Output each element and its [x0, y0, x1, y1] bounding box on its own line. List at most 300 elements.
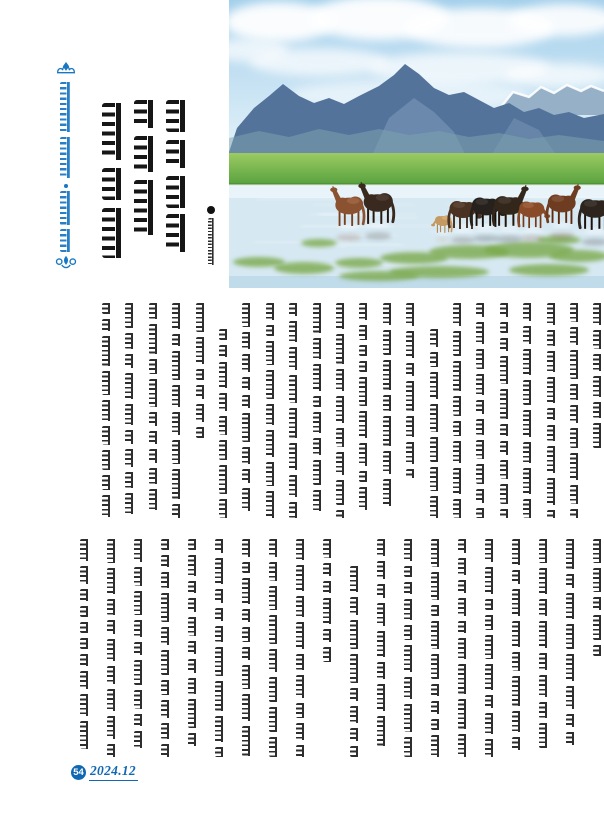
body-text-word	[359, 487, 370, 510]
author-name	[208, 218, 215, 265]
grass-tuft	[301, 239, 337, 247]
body-text-word	[172, 440, 183, 464]
body-text-word	[453, 421, 464, 436]
kicker-top-ornament-icon	[56, 61, 76, 76]
water-splash	[476, 226, 497, 230]
body-text-word	[430, 372, 441, 399]
body-text-word	[215, 626, 226, 642]
body-text-word	[539, 723, 550, 748]
body-text-word	[539, 599, 550, 616]
body-text-word	[80, 566, 91, 584]
body-text-word	[431, 684, 442, 696]
body-text-word	[404, 539, 415, 561]
body-text-word	[566, 624, 577, 649]
body-text-word	[453, 396, 464, 416]
body-text-word	[242, 726, 253, 756]
body-text-word	[383, 416, 394, 446]
body-text-word	[80, 622, 91, 633]
body-text-word	[453, 361, 464, 391]
water-splash	[498, 226, 520, 230]
body-text-word	[188, 733, 199, 746]
body-text-word	[161, 627, 172, 645]
body-text-word	[485, 664, 496, 690]
body-text-word	[219, 345, 230, 357]
body-text-word	[404, 582, 415, 594]
body-text-word	[523, 442, 534, 463]
body-text-word	[125, 493, 136, 514]
body-text-word	[80, 721, 91, 749]
body-text-word	[215, 647, 226, 676]
body-text-word	[404, 645, 415, 672]
body-text-word	[453, 468, 464, 494]
body-text-word	[377, 539, 388, 556]
body-text-word	[196, 404, 207, 422]
body-text-word	[476, 374, 487, 395]
body-text-word	[125, 373, 136, 399]
body-text-word	[269, 562, 280, 581]
body-text-word	[500, 460, 511, 479]
title-word	[166, 100, 194, 132]
body-text-word	[80, 654, 91, 666]
title-word	[166, 176, 194, 208]
body-text-word	[242, 303, 253, 327]
body-text-word	[215, 589, 226, 603]
body-text-word	[431, 539, 442, 567]
body-text-word	[377, 684, 388, 711]
body-text-word	[512, 737, 523, 750]
body-text-word	[134, 642, 145, 655]
title-word	[134, 136, 159, 172]
kicker-bottom-ornament-icon	[55, 254, 77, 271]
body-text-word	[359, 471, 370, 482]
water-splash	[437, 232, 449, 234]
body-text-word	[215, 539, 226, 553]
body-text-word	[107, 666, 118, 684]
body-text-word	[149, 468, 160, 484]
body-text-word	[406, 416, 417, 437]
body-text-word	[570, 485, 581, 504]
body-text-word	[219, 499, 230, 518]
horse-reflection	[473, 235, 498, 242]
body-text-word	[242, 578, 253, 604]
body-text-word	[539, 675, 550, 697]
title-word	[134, 180, 159, 235]
body-text-word	[523, 410, 534, 437]
grass-tuft	[335, 258, 383, 268]
body-text-word	[172, 385, 183, 407]
body-text-word	[296, 675, 307, 698]
body-text-word	[336, 396, 347, 423]
body-text-word	[269, 707, 280, 732]
body-text-word	[196, 385, 207, 399]
water-splash	[453, 228, 473, 232]
body-text-word	[476, 440, 487, 459]
body-text-word	[406, 363, 417, 376]
body-text-word	[102, 426, 113, 445]
body-text-word	[296, 622, 307, 649]
body-text-word	[102, 336, 113, 366]
body-text-word	[593, 615, 604, 640]
body-text-word	[134, 539, 145, 562]
body-text-word	[566, 539, 577, 569]
body-text-word	[485, 539, 496, 562]
water-splash	[523, 227, 542, 231]
body-text-word	[500, 484, 511, 504]
body-text-word	[196, 427, 207, 438]
body-text-word	[242, 665, 253, 689]
body-text-word	[107, 689, 118, 711]
body-text-word	[593, 423, 604, 448]
body-text-word	[476, 349, 487, 369]
body-text-word	[107, 599, 118, 615]
body-text-word	[80, 589, 91, 601]
kicker-separator-dot	[64, 184, 68, 188]
page-footer	[71, 763, 138, 781]
body-text-word	[149, 303, 160, 319]
body-text-word	[242, 354, 253, 372]
body-text-word	[523, 380, 534, 405]
body-text-word	[242, 488, 253, 511]
body-text-word	[359, 443, 370, 466]
body-text-word	[476, 419, 487, 435]
body-text-word	[149, 431, 160, 444]
body-text-word	[485, 599, 496, 610]
body-text-word	[512, 652, 523, 671]
body-text-word	[593, 402, 604, 418]
body-text-word	[102, 400, 113, 421]
body-text-word	[377, 603, 388, 626]
body-text-word	[383, 395, 394, 411]
body-text-word	[476, 489, 487, 503]
body-text-word	[404, 599, 415, 620]
water-streak	[313, 204, 414, 206]
body-text-word	[125, 449, 136, 467]
horse-reflection	[365, 232, 391, 239]
title-word	[166, 140, 194, 168]
body-text-word	[458, 558, 469, 575]
body-text-word	[570, 428, 581, 448]
body-text-word	[219, 393, 230, 411]
body-text-word	[161, 572, 172, 588]
body-text-word	[458, 638, 469, 659]
horse-reflection	[336, 234, 361, 241]
body-text-word	[323, 629, 334, 642]
body-text-word	[188, 641, 199, 654]
body-text-word	[431, 605, 442, 616]
body-text-word	[512, 711, 523, 732]
horse-reflection	[451, 237, 475, 243]
body-text-word	[161, 555, 172, 567]
body-text-word	[570, 384, 581, 400]
body-text-word	[406, 442, 417, 464]
body-text-word	[566, 732, 577, 745]
body-text-word	[125, 404, 136, 425]
body-text-word	[80, 694, 91, 716]
waterline-highlight	[229, 186, 604, 198]
body-text-word	[430, 329, 441, 347]
kicker-word	[60, 191, 72, 225]
body-text-word	[431, 701, 442, 714]
body-text-word	[593, 376, 604, 397]
body-text-word	[242, 413, 253, 442]
body-text-word	[296, 565, 307, 591]
body-text-word	[196, 303, 207, 332]
body-text-word	[323, 581, 334, 593]
body-text-word	[476, 303, 487, 317]
body-text-word	[547, 425, 558, 441]
body-text-word	[149, 412, 160, 426]
body-text-word	[453, 331, 464, 356]
body-text-word	[80, 606, 91, 617]
body-text-word	[547, 351, 558, 372]
body-text-word	[458, 621, 469, 633]
body-text-word	[476, 464, 487, 484]
body-text-word	[547, 510, 558, 518]
body-text-word	[134, 690, 145, 709]
body-text-word	[404, 704, 415, 732]
body-text-word	[188, 555, 199, 576]
body-text-word	[149, 449, 160, 463]
body-text-word	[296, 723, 307, 740]
body-text-word	[188, 581, 199, 593]
shore-foam	[229, 185, 604, 187]
body-text-word	[161, 700, 172, 718]
body-text-word	[547, 408, 558, 420]
body-text-word	[500, 441, 511, 455]
body-text-word	[539, 568, 550, 594]
photo-horse-herd-steppe	[229, 0, 604, 288]
water-splash	[339, 225, 360, 229]
body-text-word	[377, 716, 388, 746]
body-text-word	[296, 596, 307, 617]
body-text-word	[134, 660, 145, 685]
body-text-word	[107, 568, 118, 594]
kicker-word	[60, 137, 72, 178]
body-text-word	[242, 562, 253, 573]
body-text-word	[406, 331, 417, 358]
grass-tuft	[509, 264, 589, 276]
body-text-word	[431, 654, 442, 679]
body-text-word	[350, 746, 361, 757]
body-text-word	[242, 647, 253, 660]
body-text-word	[289, 443, 300, 470]
body-text-word	[125, 472, 136, 488]
title-word	[134, 100, 159, 128]
body-text-word	[485, 713, 496, 734]
body-text-word	[172, 303, 183, 329]
body-text-word	[512, 570, 523, 584]
body-text-word	[453, 499, 464, 518]
horse-reflection	[436, 238, 451, 242]
body-text-word	[359, 361, 370, 372]
body-text-word	[313, 303, 324, 333]
horse-reflection	[549, 232, 574, 239]
body-text-word	[296, 654, 307, 670]
body-text-word	[458, 539, 469, 553]
body-text-word	[107, 744, 118, 757]
body-text-word	[323, 598, 334, 624]
body-text-word	[125, 354, 136, 368]
kicker-word	[60, 82, 72, 132]
body-text-word	[547, 446, 558, 473]
body-text-word	[539, 621, 550, 648]
kicker-word	[60, 229, 72, 252]
body-text-word	[383, 451, 394, 474]
body-text-word	[107, 716, 118, 739]
body-text-word	[188, 699, 199, 728]
body-text-word	[161, 680, 172, 695]
body-text-word	[476, 322, 487, 344]
body-text-word	[242, 377, 253, 390]
body-text-word	[523, 326, 534, 344]
body-text-word	[242, 539, 253, 557]
body-text-word	[570, 350, 581, 379]
body-text-word	[323, 539, 334, 558]
body-text-word	[266, 462, 277, 486]
body-text-word	[313, 460, 324, 485]
body-text-word	[219, 362, 230, 388]
body-text-word	[102, 475, 113, 490]
body-text-word	[500, 303, 511, 317]
body-text-word	[359, 411, 370, 438]
body-text-word	[593, 597, 604, 610]
body-text-word	[161, 593, 172, 622]
body-text-word	[570, 405, 581, 423]
body-text-word	[313, 364, 324, 391]
body-text-word	[188, 539, 199, 550]
body-text-word	[500, 356, 511, 384]
body-text-word	[219, 440, 230, 460]
body-text-word	[215, 681, 226, 711]
body-text-word	[289, 375, 300, 403]
body-text-word	[161, 650, 172, 675]
body-text-word	[289, 303, 300, 316]
body-text-word	[350, 566, 361, 592]
body-text-word	[566, 574, 577, 588]
body-text-word	[350, 620, 361, 649]
body-text-word	[269, 539, 280, 557]
author-bullet-icon	[207, 206, 215, 214]
body-text-word	[242, 627, 253, 642]
body-text-word	[458, 580, 469, 593]
body-text-word	[406, 303, 417, 326]
water-streak	[363, 217, 417, 219]
body-text-word	[512, 539, 523, 565]
water-streak	[345, 244, 403, 246]
body-text-word	[188, 659, 199, 673]
body-text-word	[359, 345, 370, 356]
title-word	[102, 168, 127, 200]
water-splash	[552, 223, 573, 227]
body-text-word	[431, 572, 442, 600]
body-text-word	[485, 567, 496, 594]
body-text-word	[215, 747, 226, 757]
body-text-word	[476, 400, 487, 414]
body-text-word	[266, 404, 277, 425]
body-text-word	[215, 716, 226, 742]
body-text-word	[377, 662, 388, 679]
body-text-word	[266, 341, 277, 365]
body-text-word	[149, 379, 160, 407]
body-text-word	[161, 744, 172, 757]
body-text-word	[266, 491, 277, 518]
body-text-word	[570, 453, 581, 480]
body-text-word	[107, 620, 118, 634]
body-text-word	[500, 338, 511, 351]
body-text-word	[242, 395, 253, 408]
body-text-word	[134, 714, 145, 726]
body-text-word	[149, 324, 160, 354]
body-text-word	[219, 329, 230, 340]
body-text-word	[107, 639, 118, 661]
body-text-word	[570, 509, 581, 518]
body-text-word	[383, 479, 394, 506]
body-text-word	[430, 496, 441, 518]
body-text-word	[593, 568, 604, 592]
body-text-word	[539, 653, 550, 670]
body-text-word	[523, 349, 534, 375]
body-text-word	[134, 731, 145, 748]
body-text-word	[313, 412, 324, 433]
body-text-word	[485, 739, 496, 757]
body-text-word	[242, 694, 253, 721]
body-text-word	[242, 609, 253, 622]
body-text-word	[547, 377, 558, 403]
body-text-word	[350, 728, 361, 741]
body-text-word	[80, 539, 91, 561]
title-word	[166, 214, 194, 252]
body-text-word	[125, 430, 136, 444]
body-text-word	[383, 360, 394, 390]
body-text-word	[102, 495, 113, 517]
body-text-word	[458, 699, 469, 729]
body-text-word	[269, 586, 280, 610]
grass-tuft	[274, 262, 334, 274]
body-text-word	[313, 396, 324, 407]
body-text-word	[269, 677, 280, 702]
body-text-word	[458, 598, 469, 616]
body-text-word	[476, 508, 487, 518]
body-text-word	[266, 430, 277, 457]
body-text-word	[350, 597, 361, 615]
body-text-word	[453, 441, 464, 463]
body-text-word	[593, 303, 604, 325]
body-text-word	[593, 539, 604, 563]
body-text-word	[313, 438, 324, 455]
body-text-word	[430, 467, 441, 491]
body-text-word	[172, 412, 183, 435]
body-text-word	[359, 377, 370, 406]
grass-tuft	[339, 271, 419, 281]
body-text-word	[134, 567, 145, 586]
body-text-word	[377, 561, 388, 579]
body-text-word	[125, 303, 136, 328]
body-text-word	[539, 539, 550, 563]
grassland	[229, 153, 604, 186]
body-text-word	[383, 303, 394, 325]
horse-reflection	[521, 235, 544, 241]
body-text-word	[219, 416, 230, 435]
body-text-word	[350, 654, 361, 683]
body-text-word	[523, 303, 534, 321]
body-text-word	[539, 702, 550, 718]
water-splash	[367, 223, 389, 227]
body-text-word	[350, 706, 361, 723]
body-text-word	[500, 322, 511, 333]
body-text-word	[269, 737, 280, 757]
title-word	[102, 208, 127, 258]
body-text-word	[172, 334, 183, 346]
